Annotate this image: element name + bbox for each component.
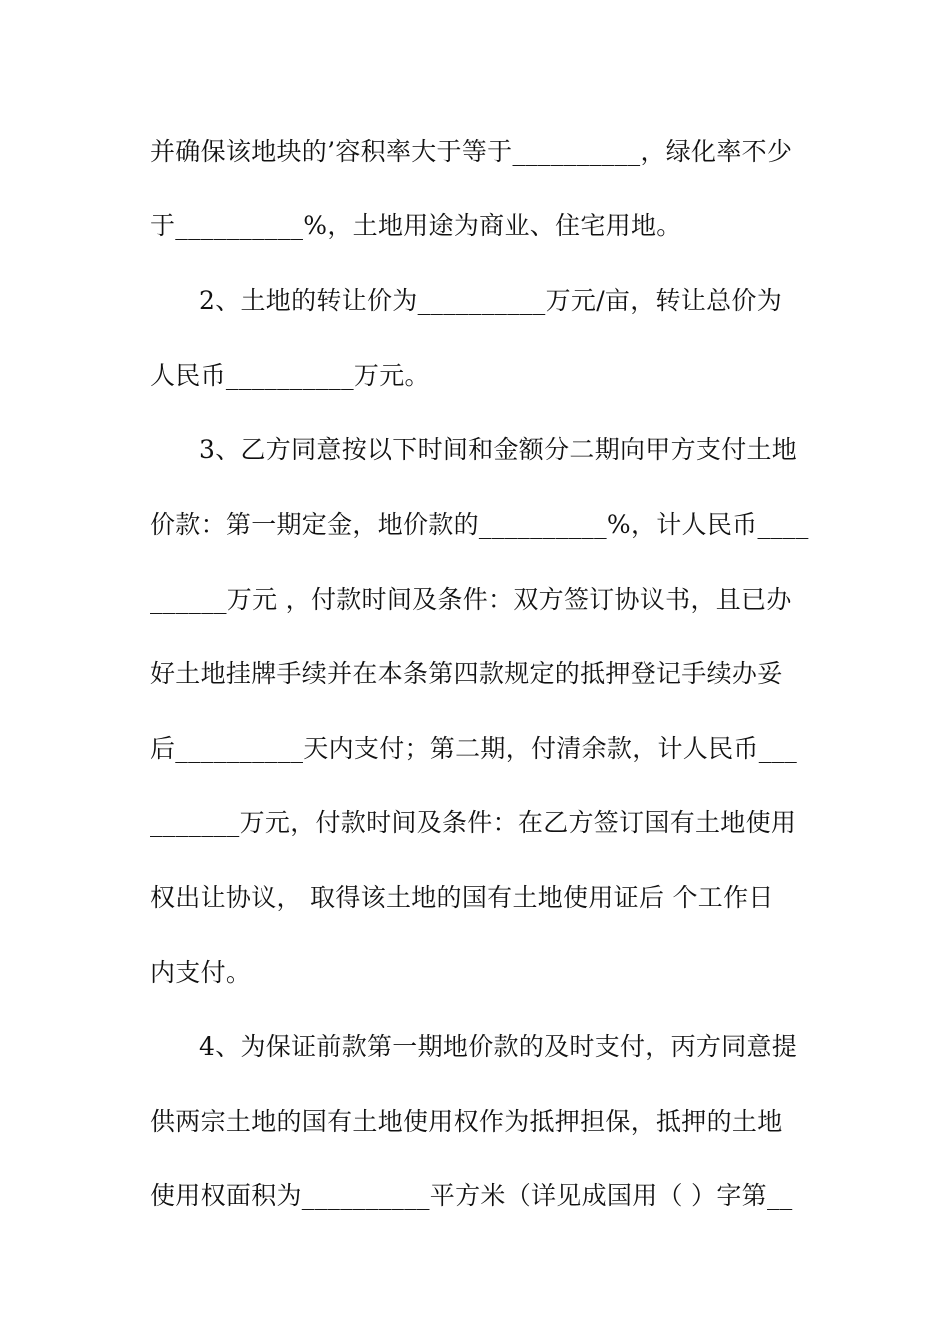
text-line: 后__________天内支付；第二期，付清余款，计人民币___	[150, 734, 798, 763]
text-line: 并确保该地块的’容积率大于等于__________，绿化率不少	[150, 137, 793, 166]
text-line: 于__________%，土地用途为商业、住宅用地。	[150, 211, 682, 240]
text-line: 供两宗土地的国有土地使用权作为抵押担保，抵押的土地	[150, 1107, 783, 1136]
text-line: _______万元，付款时间及条件：在乙方签订国有土地使用	[150, 808, 797, 837]
clause-3-line: 3、乙方同意按以下时间和金额分二期向甲方支付土地	[199, 435, 798, 464]
clause-4-line: 4、为保证前款第一期地价款的及时支付，丙方同意提	[199, 1032, 798, 1061]
text-line: 人民币__________万元。	[150, 361, 430, 390]
clause-2-line: 2、土地的转让价为__________万元/亩，转让总价为	[199, 286, 783, 315]
text-line: 权出让协议， 取得该土地的国有土地使用证后 个工作日	[150, 883, 774, 912]
text-line: 内支付。	[150, 958, 252, 987]
text-line: 好土地挂牌手续并在本条第四款规定的抵押登记手续办妥	[150, 659, 783, 688]
text-line: 价款：第一期定金，地价款的__________%，计人民币____	[150, 510, 809, 539]
text-line: ______万元 ，付款时间及条件：双方签订协议书，且已办	[150, 585, 792, 614]
text-line: 使用权面积为__________平方米（详见成国用（ ）字第__	[150, 1181, 793, 1210]
